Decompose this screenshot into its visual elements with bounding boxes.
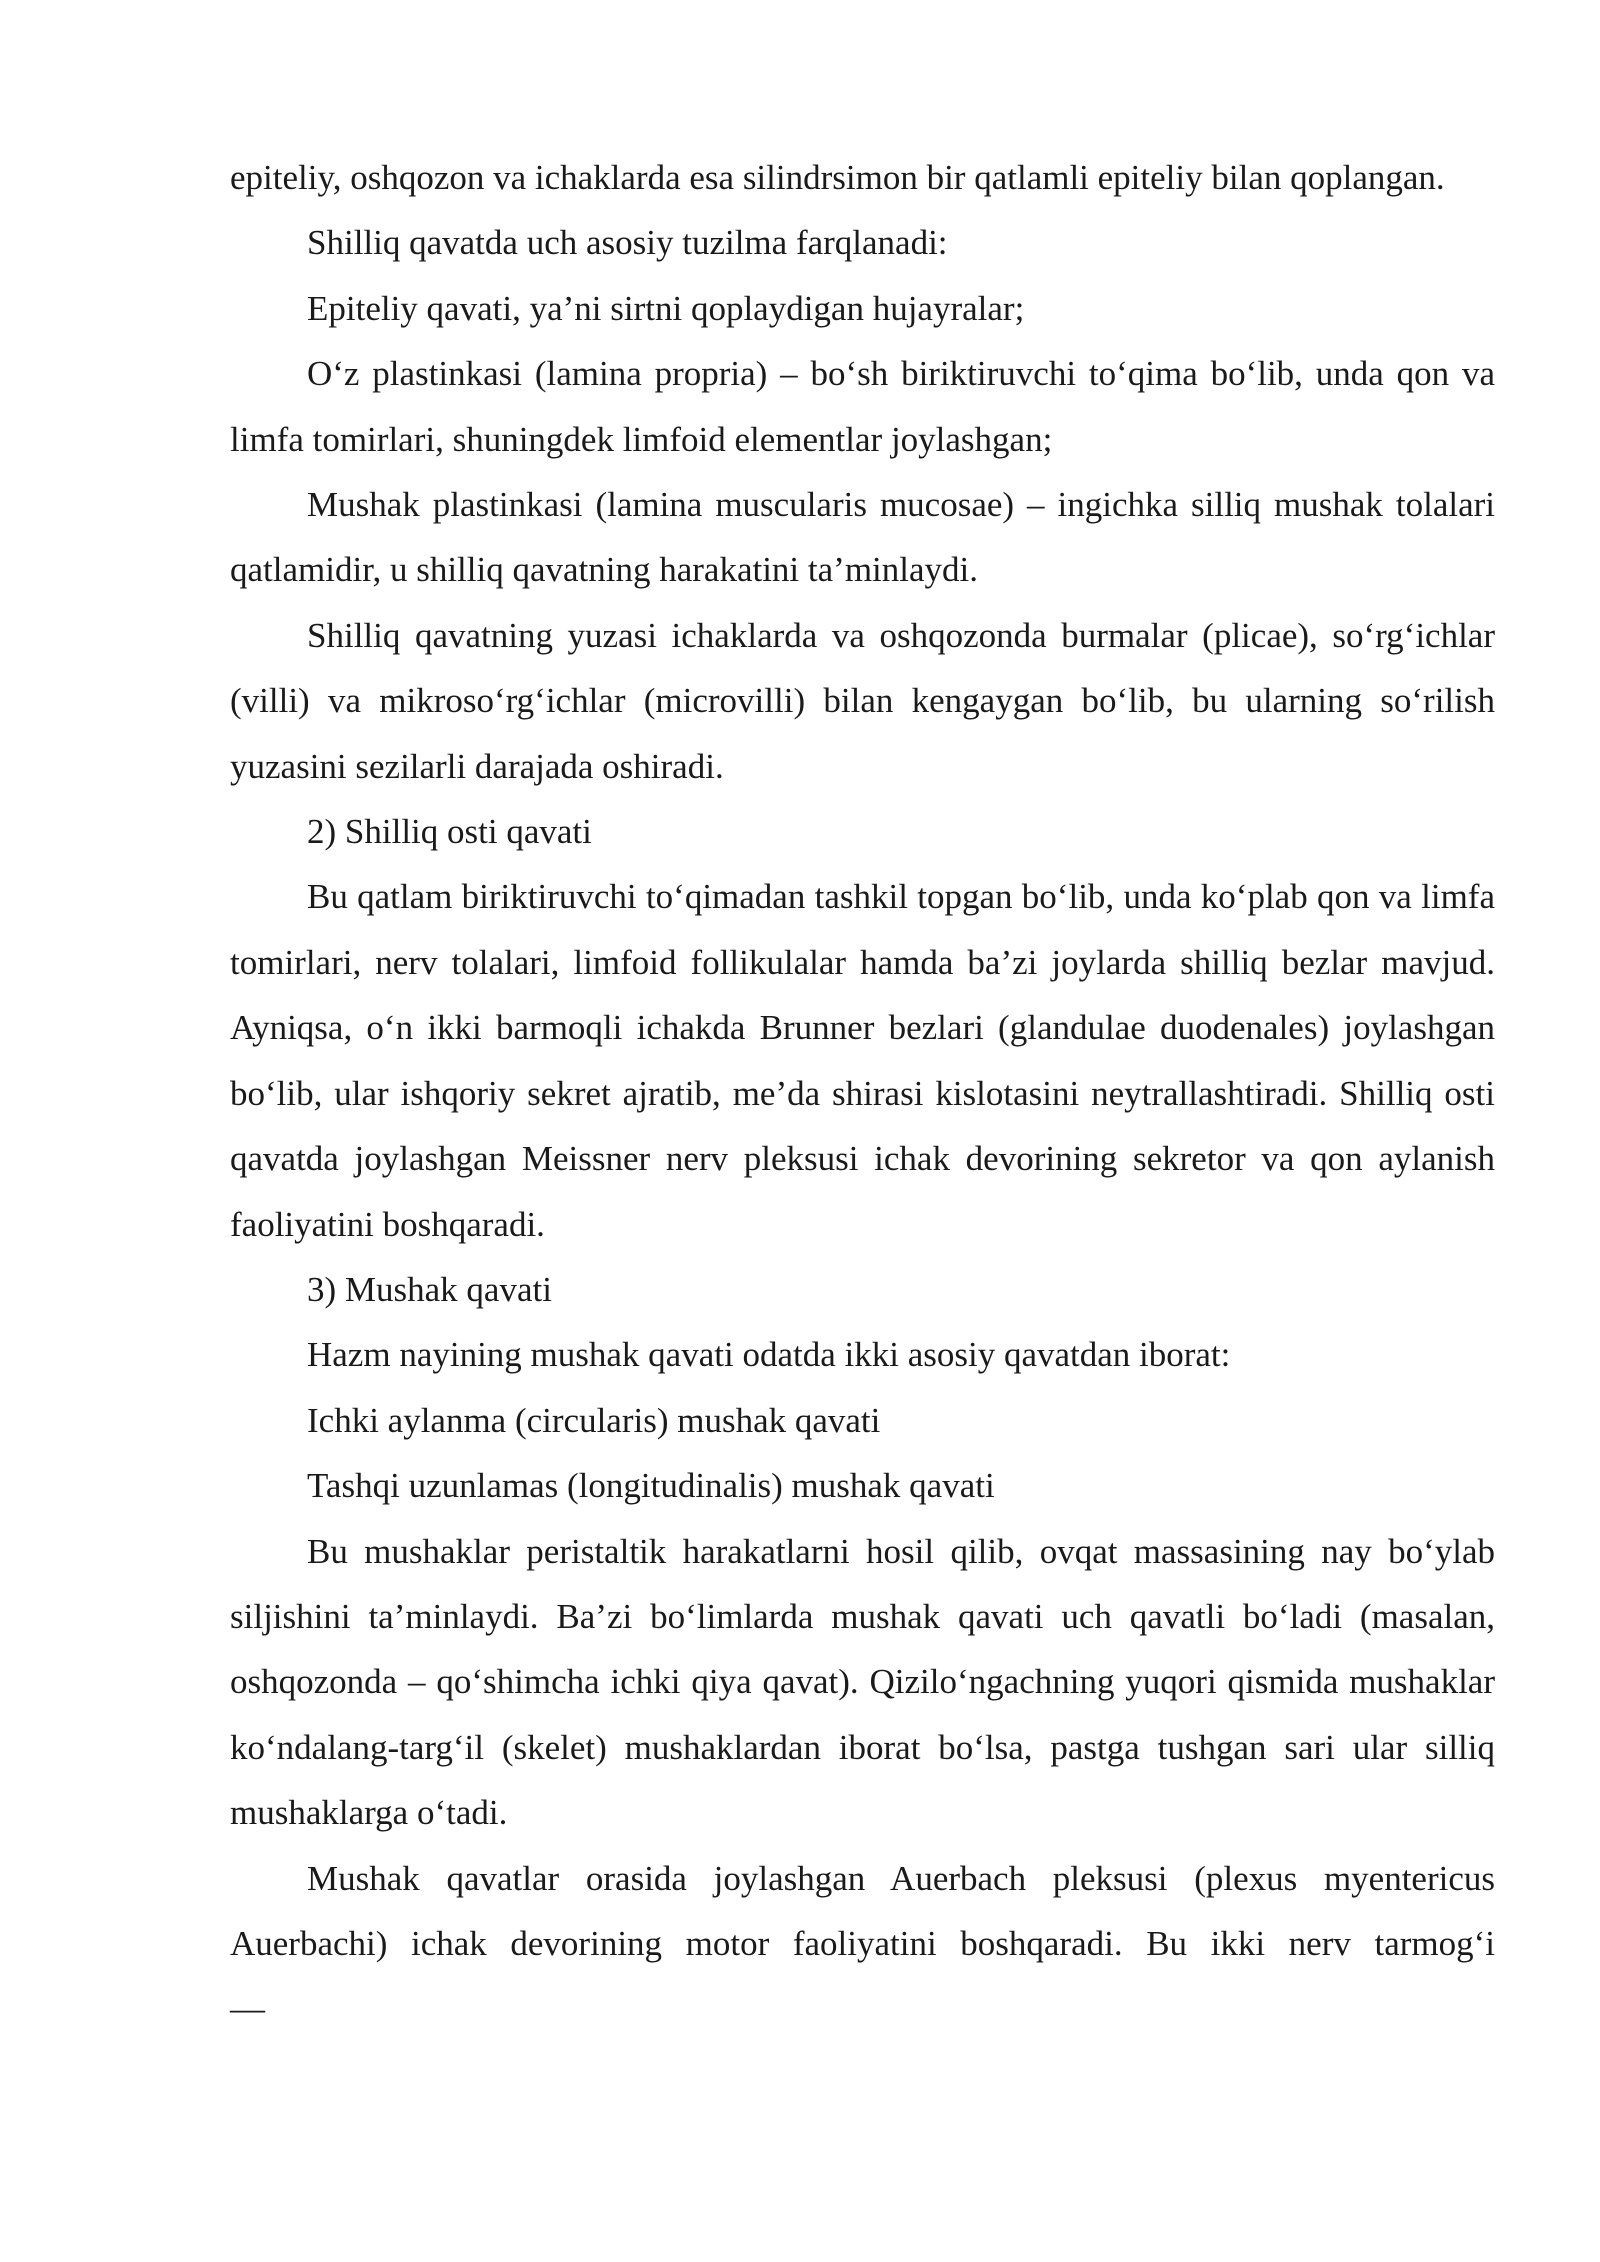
list-item-longitudinal: Tashqi uzunlamas (longitudinalis) mushak qavati (307, 1466, 995, 1506)
trailing-dash: — (230, 1989, 265, 2029)
list-item-circular: Ichki aylanma (circularis) mushak qavati (307, 1400, 881, 1440)
paragraph-lamina-propria: O‘z plastinkasi (lamina propria) – bo‘sh biriktiruvchi to‘qima bo‘lib, unda qon va limfa tomirlari, shuningdek limfoid elementlar joylashgan; (230, 354, 1495, 459)
paragraph-muscular-intro: Hazm nayining mushak qavati odatda ikki asosiy qavatdan iborat: (307, 1335, 1231, 1375)
document-page (230, 145, 1495, 2042)
section-heading-submucosa: 2) Shilliq osti qavati (307, 812, 592, 852)
section-heading-muscular-layer: 3) Mushak qavati (307, 1269, 552, 1309)
paragraph-auerbach: Mushak qavatlar orasida joylashgan Auerbach pleksusi (plexus myentericus Auerbachi) ichak devorining motor faoliyatini boshqaradi. Bu ikki nerv tarmog‘i (230, 1858, 1495, 1963)
paragraph-continuation: epiteliy, oshqozon va ichaklarda esa silindrsimon bir qatlamli epiteliy bilan qoplangan. (230, 158, 1445, 197)
paragraph-mucosa-intro: Shilliq qavatda uch asosiy tuzilma farqlanadi: (307, 223, 948, 263)
paragraph-peristalsis: Bu mushaklar peristaltik harakatlarni hosil qilib, ovqat massasining nay bo‘ylab siljishini ta’minlaydi. Ba’zi bo‘limlarda mushak qavati uch qavatli bo‘ladi (masalan, oshqozonda – qo‘shimcha ichki qiya qavat). Qizilo‘ngachning yuqori qismida mushaklar ko‘ndalang-targ‘il (skelet) mushaklardan iborat bo‘lsa, pastga tushgan sari ular silliq mushaklarga o‘tadi. (230, 1531, 1495, 1833)
paragraph-muscularis-mucosae: Mushak plastinkasi (lamina muscularis mucosae) – ingichka silliq mushak tolalari qatlamidir, u shilliq qavatning harakatini ta’minlaydi. (230, 485, 1495, 590)
paragraph-submucosa: Bu qatlam biriktiruvchi to‘qimadan tashkil topgan bo‘lib, unda ko‘plab qon va limfa tomirlari, nerv tolalari, limfoid follikulalar hamda ba’zi joylarda shilliq bezlar mavjud. Ayniqsa, o‘n ikki barmoqli ichakda Brunner bezlari (glandulae duodenales) joylashgan bo‘lib, ular ishqoriy sekret ajratib, me’da shirasi kislotasini neytrallashtiradi. Shilliq osti qavatda joylashgan Meissner nerv pleksusi ichak devorining sekretor va qon aylanish faoliyatini boshqaradi. (230, 877, 1495, 1244)
paragraph-mucosa-surface: Shilliq qavatning yuzasi ichaklarda va oshqozonda burmalar (plicae), so‘rg‘ichlar (villi) va mikroso‘rg‘ichlar (microvilli) bilan kengaygan bo‘lib, bu ularning so‘rilish yuzasini sezilarli darajada oshiradi. (230, 615, 1495, 786)
paragraph-epithelium: Epiteliy qavati, ya’ni sirtni qoplaydigan hujayralar; (307, 288, 1025, 328)
